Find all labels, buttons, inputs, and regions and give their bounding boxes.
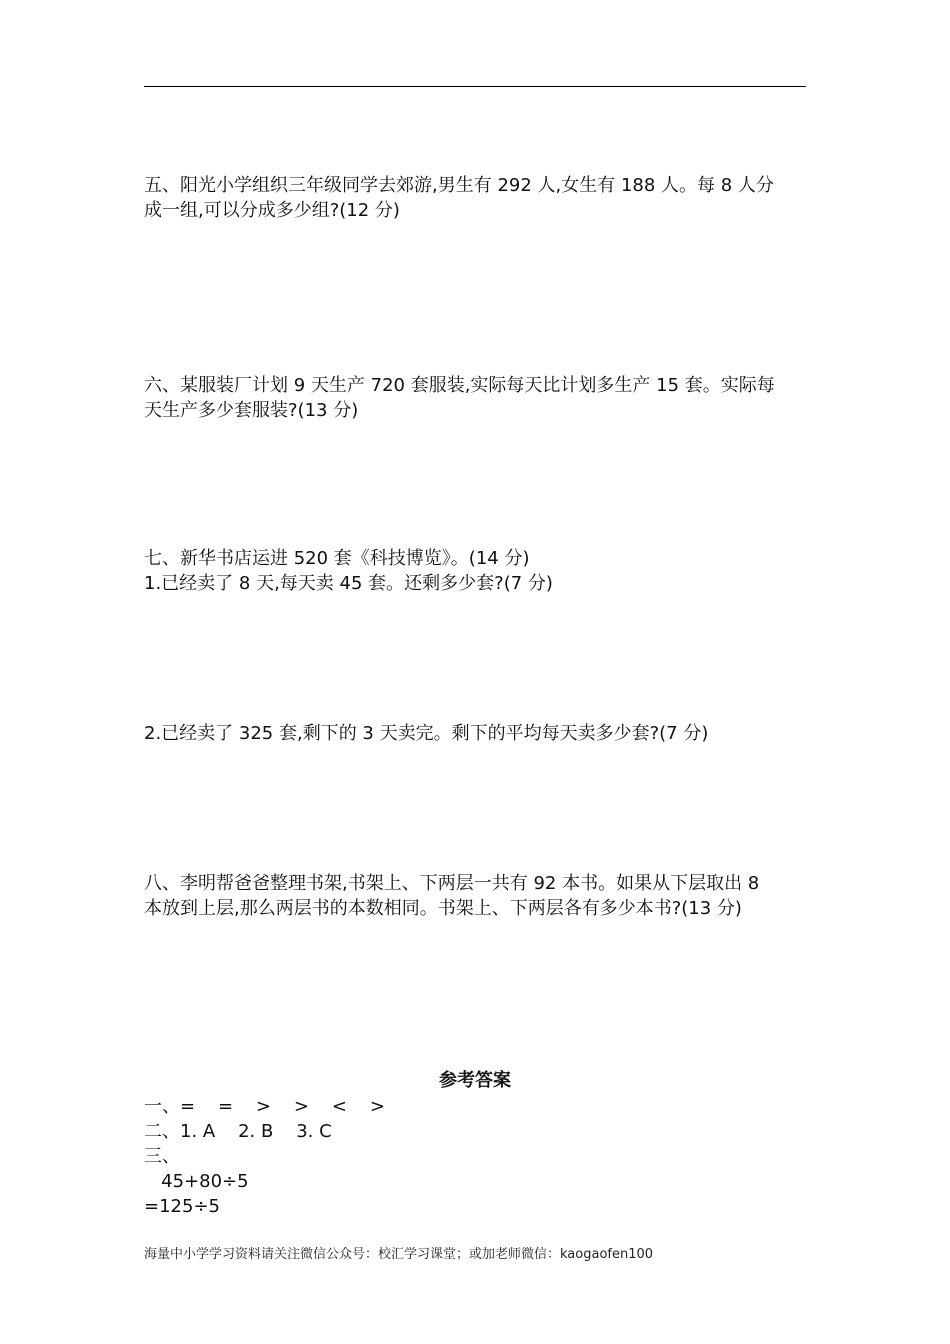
question-line: 七、新华书店运进 520 套《科技博览》。(14 分) — [144, 548, 530, 569]
answer-line: =125÷5 — [144, 1196, 220, 1217]
answer-key-title: 参考答案 — [439, 1070, 511, 1091]
answer-key — [144, 1094, 806, 1219]
answer-line: 45+80÷5 — [144, 1171, 249, 1192]
question-seven — [144, 546, 806, 596]
question-seven-part-two — [144, 721, 806, 746]
question-line: 天生产多少套服装?(13 分) — [144, 400, 359, 421]
answer-line: 三、 — [144, 1146, 180, 1167]
answer-line: 二、1. A 2. B 3. C — [144, 1121, 332, 1142]
question-line: 成一组,可以分成多少组?(12 分) — [144, 200, 400, 221]
question-line: 2.已经卖了 325 套,剩下的 3 天卖完。剩下的平均每天卖多少套?(7 分) — [144, 723, 709, 744]
header-rule — [144, 86, 806, 87]
question-six — [144, 373, 806, 423]
question-eight — [144, 871, 806, 921]
question-line: 八、李明帮爸爸整理书架,书架上、下两层一共有 92 本书。如果从下层取出 8 — [144, 873, 760, 894]
question-line: 1.已经卖了 8 天,每天卖 45 套。还剩多少套?(7 分) — [144, 573, 553, 594]
answer-line: 一、= = > > < > — [144, 1096, 385, 1117]
question-line: 五、阳光小学组织三年级同学去郊游,男生有 292 人,女生有 188 人。每 8 人分 — [144, 175, 774, 196]
question-line: 六、某服装厂计划 9 天生产 720 套服装,实际每天比计划多生产 15 套。实际每 — [144, 375, 775, 396]
question-line: 本放到上层,那么两层书的本数相同。书架上、下两层各有多少本书?(13 分) — [144, 898, 742, 919]
question-five — [144, 173, 806, 223]
footer-note: 海量中小学学习资料请关注微信公众号：校汇学习课堂；或加老师微信：kaogaofen100 — [144, 1247, 654, 1262]
